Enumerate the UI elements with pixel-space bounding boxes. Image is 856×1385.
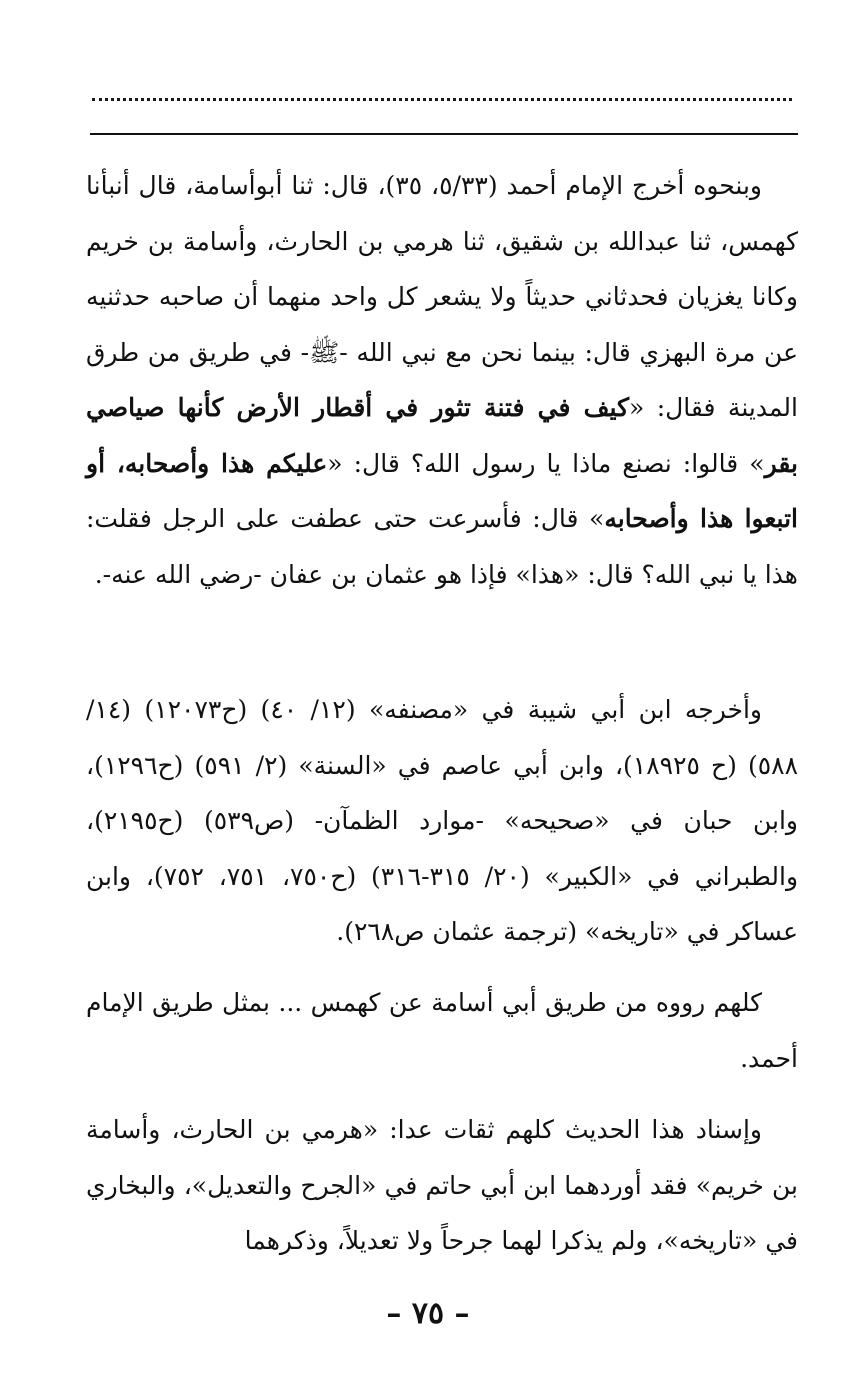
hadith-quote-2: عليكم هذا وأصحابه، أو اتبعوا هذا وأصحابه: [86, 448, 798, 533]
hadith-text-1: وبنحوه أخرج الإمام أحمد (٥/٣٣، ٣٥)، قال: ثنا أبوأسامة، قال أنبأنا كهمس، ثنا عبدالله بن شقيق، ثنا هرمي بن الحارث، وأسامة بن خريم وكانا يغزيان فحدثاني حديثاً ولا يشعر كل واحد منهما أن صاحبه حدثنيه عن مرة البهزي قال: بينما نحن مع نبي الله -ﷺ- في طريق من طرق المدينة فقال: «: [86, 171, 798, 422]
paragraph-isnad-evaluation: وإسناد هذا الحديث كلهم ثقات عدا: «هرمي بن الحارث، وأسامة بن خريم» فقد أوردهما ابن أبي حاتم في «الجرح والتعديل»، والبخاري في «تاريخه»، ولم يذكرا لهما جرحاً ولا تعديلاً، وذكرهما: [86, 1115, 798, 1255]
paragraph-narration-chain: كلهم رووه من طريق أبي أسامة عن كهمس ... بمثل طريق الإمام أحمد.: [86, 988, 798, 1073]
header-dotted-line: [92, 98, 792, 101]
hadith-text-2: » قالوا: نصنع ماذا يا رسول الله؟ قال: «: [327, 448, 765, 478]
paragraph-references: وأخرجه ابن أبي شيبة في «مصنفه» (١٢/ ٤٠) (ح١٢٠٧٣) (١٤/ ٥٨٨) (ح ١٨٩٢٥)، وابن أبي عاصم في «السنة» (٢/ ٥٩١) (ح١٢٩٦)، وابن حبان في «صحيحه» -موارد الظمآن- (ص٥٣٩) (ح٢١٩٥)، والطبراني في «الكبير» (٢٠/ ٣١٥-٣١٦) (ح٧٥٠، ٧٥١، ٧٥٢)، وابن عساكر في «تاريخه» (ترجمة عثمان ص٢٦٨).: [86, 695, 799, 946]
page-number: – ٧٥ –: [386, 1296, 470, 1331]
header-rule: [90, 133, 798, 135]
hadith-quote-1: كيف في فتنة تثور في أقطار الأرض كأنها صياصي بقر: [86, 393, 798, 478]
hadith-text-4: » فإذا هو عثمان بن عفان -رضي الله عنه-.: [94, 559, 531, 589]
hadith-quote-3: هذا: [530, 559, 565, 589]
paragraph-hadith-text: [86, 158, 798, 602]
hadith-text-3: » قال: فأسرعت حتى عطفت على الرجل فقلت: هذا يا نبي الله؟ قال: «: [86, 504, 798, 589]
